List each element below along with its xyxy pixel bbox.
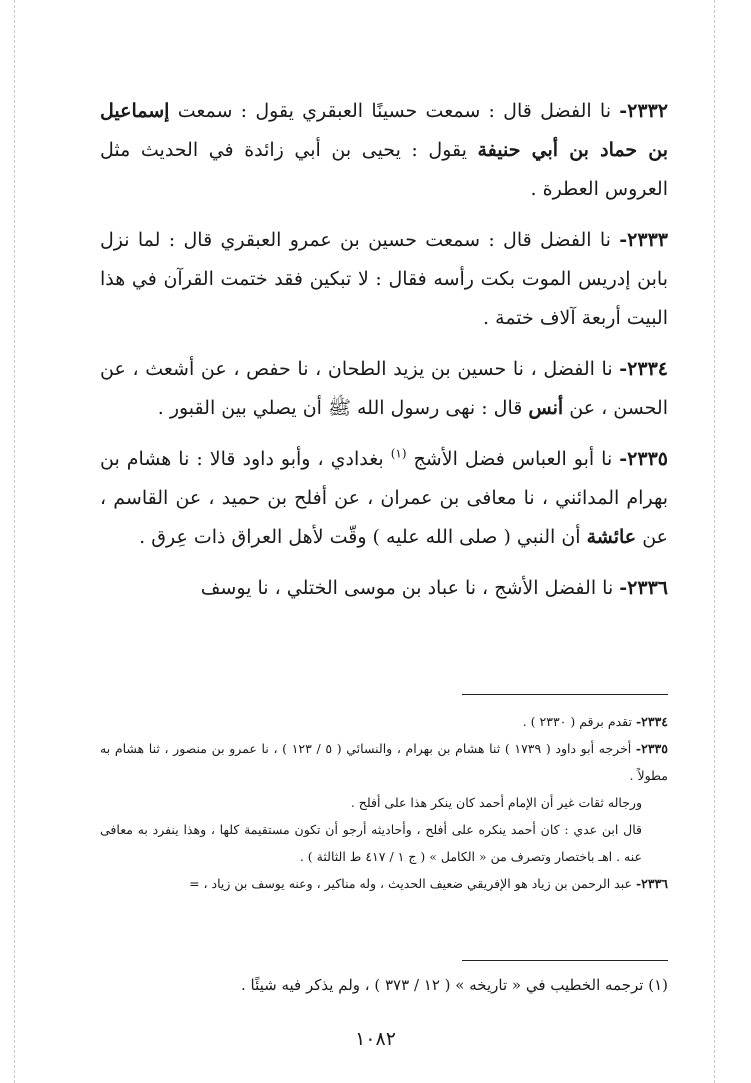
entry-text: أنس <box>528 397 564 419</box>
entry-text: قال : نهى رسول الله ﷺ أن يصلي بين القبور . <box>157 397 529 419</box>
hadith-entry <box>100 440 668 557</box>
commentary-note <box>100 735 668 789</box>
entry-number: ٢٣٣٤- <box>619 358 668 380</box>
commentary-notes <box>100 708 668 897</box>
entry-text: يقول : يحيى بن أبي زائدة في الحديث مثل العروس العطرة . <box>100 139 668 200</box>
main-text <box>100 92 668 620</box>
note-text: ورجاله ثقات غير أن الإمام أحمد كان ينكر هذا على أفلح . <box>350 795 642 810</box>
note-text: قال ابن عدي : كان أحمد ينكره على أفلح ، وأحاديثه أرجو أن تكون مستقيمة كلها ، وهذا ينفرد به معافى عنه . اهـ باختصار وتصرف من « الكامل » ( ج ١ / ٤١٧ ط الثالثة ) . <box>100 822 642 864</box>
entry-text: نا الفضل الأشج ، نا عباد بن موسى الختلي ، نا يوسف <box>200 577 620 599</box>
hadith-entry <box>100 221 668 338</box>
note-text: عبد الرحمن بن زياد هو الإفريقي ضعيف الحديث ، وله مناكير ، وعنه يوسف بن زياد ، = <box>189 876 636 891</box>
entry-text: إسماعيل بن حماد بن أبي حنيفة <box>100 100 668 161</box>
note-text: أخرجه أبو داود ( ١٧٣٩ ) ثنا هشام بن بهرام ، والنسائي ( ٥ / ١٢٣ ) ، نا عمرو بن منصور ، ثنا هشام به مطولاً . <box>100 741 668 783</box>
note-number: ٢٣٣٥- <box>635 741 668 756</box>
footnote: (١) ترجمه الخطيب في « تاريخه » ( ١٢ / ٣٧٣ ) ، ولم يذكر فيه شيئًا . <box>240 976 668 994</box>
entry-text: بغدادي ، وأبو داود قالا : نا هشام بن بهرام المدائني ، نا معافى بن عمران ، عن أفلح بن حميد ، عن القاسم ، عن <box>100 448 668 548</box>
entry-number: ٢٣٣٦- <box>619 577 668 599</box>
note-number: ٢٣٣٤- <box>635 714 668 729</box>
footnote-separator <box>462 960 668 961</box>
commentary-note <box>100 870 668 897</box>
hadith-entry <box>100 569 668 608</box>
entry-text: أن النبي ( صلى الله عليه ) وقّت لأهل العراق ذات عِرق . <box>139 526 587 548</box>
hadith-entry <box>100 350 668 428</box>
notes-separator <box>462 694 668 695</box>
entry-number: ٢٣٣٥- <box>619 448 668 470</box>
commentary-note <box>100 789 668 816</box>
entry-text: نا الفضل ، نا حسين بن يزيد الطحان ، نا حفص ، عن أشعث ، عن الحسن ، عن <box>100 358 668 419</box>
entry-number: ٢٣٣٢- <box>619 100 668 122</box>
commentary-note <box>100 708 668 735</box>
footnote-marker: (١) <box>390 446 407 461</box>
entry-text: نا الفضل قال : سمعت حسين بن عمرو العبقري قال : لما نزل بابن إدريس الموت بكت رأسه فقال : لا تبكين فقد ختمت القرآن في هذا البيت أربعة آلاف ختمة . <box>100 229 668 329</box>
entry-number: ٢٣٣٣- <box>619 229 668 251</box>
entry-text: عائشة <box>586 526 637 548</box>
margin-guide-right <box>714 0 715 1083</box>
hadith-entry <box>100 92 668 209</box>
note-number: ٢٣٣٦- <box>635 876 668 891</box>
margin-guide-left <box>14 0 15 1083</box>
entry-text: نا الفضل قال : سمعت حسينًا العبقري يقول : سمعت <box>169 100 620 122</box>
entry-text: نا أبو العباس فضل الأشج <box>406 448 620 470</box>
commentary-note <box>100 816 668 870</box>
page-number: ١٠٨٢ <box>355 1028 396 1050</box>
note-text: تقدم برقم ( ٢٣٣٠ ) . <box>522 714 636 729</box>
